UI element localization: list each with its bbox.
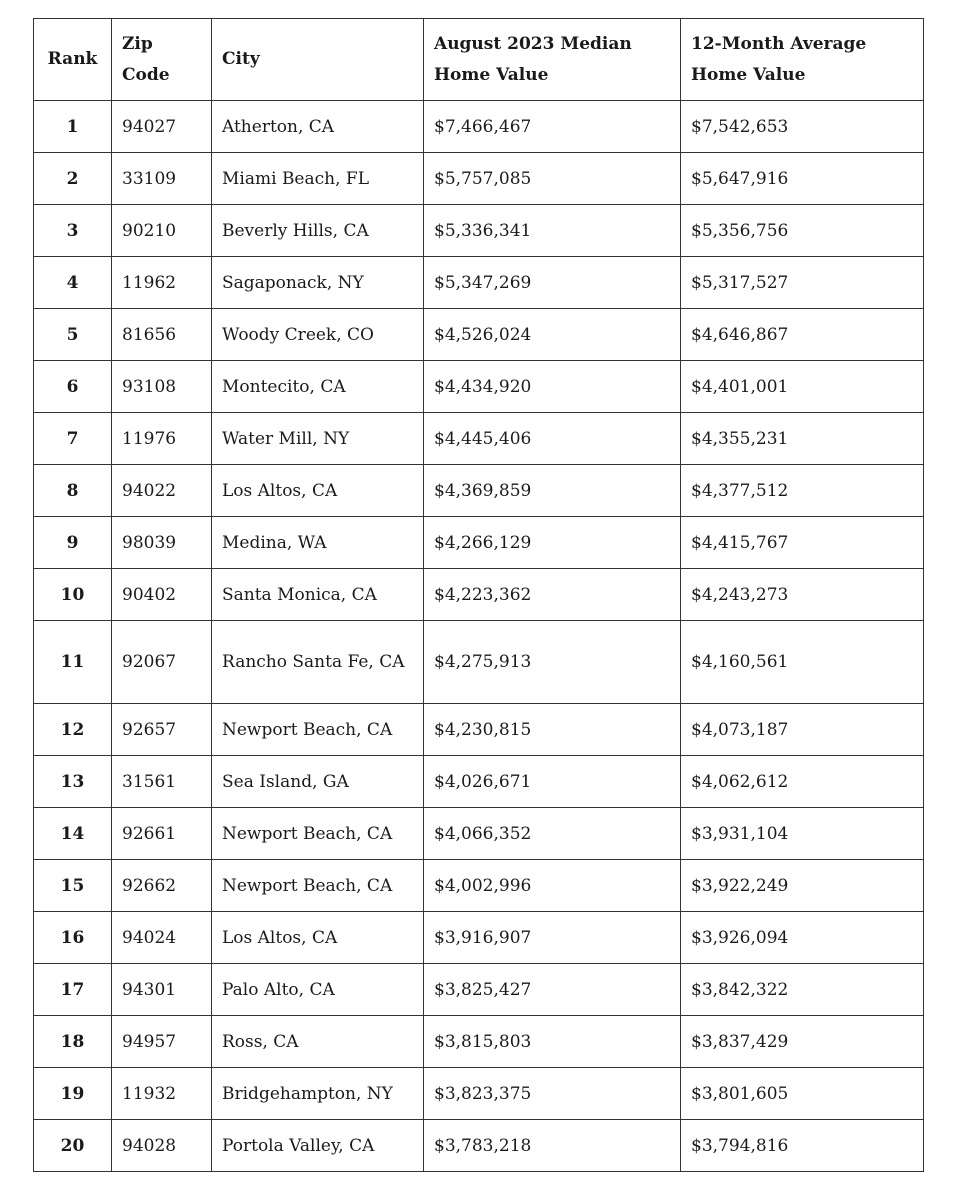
table-row — [34, 808, 924, 860]
cell-average-home-value: $3,794,816 — [681, 1120, 924, 1172]
cell-median-home-value: $3,916,907 — [424, 912, 681, 964]
cell-city: Sea Island, GA — [212, 756, 424, 808]
table-row — [34, 309, 924, 361]
cell-median-home-value: $5,347,269 — [424, 257, 681, 309]
cell-city: Sagaponack, NY — [212, 257, 424, 309]
cell-rank: 16 — [34, 912, 112, 964]
cell-city: Woody Creek, CO — [212, 309, 424, 361]
cell-rank: 15 — [34, 860, 112, 912]
cell-average-home-value: $4,415,767 — [681, 517, 924, 569]
cell-zip-code: 92067 — [112, 621, 212, 704]
cell-city: Newport Beach, CA — [212, 808, 424, 860]
cell-average-home-value: $4,377,512 — [681, 465, 924, 517]
cell-median-home-value: $4,434,920 — [424, 361, 681, 413]
cell-median-home-value: $3,783,218 — [424, 1120, 681, 1172]
cell-median-home-value: $7,466,467 — [424, 101, 681, 153]
cell-median-home-value: $5,336,341 — [424, 205, 681, 257]
cell-rank: 19 — [34, 1068, 112, 1120]
table-row — [34, 101, 924, 153]
cell-median-home-value: $4,066,352 — [424, 808, 681, 860]
cell-zip-code: 94024 — [112, 912, 212, 964]
cell-city: Palo Alto, CA — [212, 964, 424, 1016]
cell-average-home-value: $3,922,249 — [681, 860, 924, 912]
cell-zip-code: 11962 — [112, 257, 212, 309]
cell-rank: 7 — [34, 413, 112, 465]
cell-median-home-value: $5,757,085 — [424, 153, 681, 205]
cell-city: Water Mill, NY — [212, 413, 424, 465]
cell-zip-code: 81656 — [112, 309, 212, 361]
table-row — [34, 361, 924, 413]
header-rank: Rank — [34, 19, 112, 101]
cell-city: Ross, CA — [212, 1016, 424, 1068]
table-row — [34, 257, 924, 309]
cell-median-home-value: $4,002,996 — [424, 860, 681, 912]
cell-average-home-value: $4,243,273 — [681, 569, 924, 621]
table-row — [34, 704, 924, 756]
cell-average-home-value: $5,356,756 — [681, 205, 924, 257]
cell-zip-code: 98039 — [112, 517, 212, 569]
cell-median-home-value: $4,223,362 — [424, 569, 681, 621]
cell-city: Los Altos, CA — [212, 465, 424, 517]
cell-zip-code: 11932 — [112, 1068, 212, 1120]
cell-average-home-value: $4,355,231 — [681, 413, 924, 465]
cell-rank: 6 — [34, 361, 112, 413]
cell-city: Bridgehampton, NY — [212, 1068, 424, 1120]
cell-city: Newport Beach, CA — [212, 860, 424, 912]
cell-median-home-value: $4,369,859 — [424, 465, 681, 517]
cell-city: Beverly Hills, CA — [212, 205, 424, 257]
table-row — [34, 517, 924, 569]
table-row — [34, 205, 924, 257]
header-row — [34, 19, 924, 101]
cell-city: Newport Beach, CA — [212, 704, 424, 756]
header-median-home-value: August 2023 Median Home Value — [424, 19, 681, 101]
cell-average-home-value: $4,073,187 — [681, 704, 924, 756]
cell-rank: 9 — [34, 517, 112, 569]
cell-median-home-value: $4,445,406 — [424, 413, 681, 465]
table-row — [34, 756, 924, 808]
cell-zip-code: 92657 — [112, 704, 212, 756]
cell-average-home-value: $3,837,429 — [681, 1016, 924, 1068]
cell-zip-code: 31561 — [112, 756, 212, 808]
table-row — [34, 1016, 924, 1068]
cell-zip-code: 94301 — [112, 964, 212, 1016]
cell-median-home-value: $4,275,913 — [424, 621, 681, 704]
table-row — [34, 465, 924, 517]
cell-rank: 3 — [34, 205, 112, 257]
cell-rank: 17 — [34, 964, 112, 1016]
cell-average-home-value: $3,931,104 — [681, 808, 924, 860]
table-row — [34, 413, 924, 465]
cell-average-home-value: $7,542,653 — [681, 101, 924, 153]
cell-average-home-value: $4,401,001 — [681, 361, 924, 413]
table-row — [34, 1120, 924, 1172]
table-header — [34, 19, 924, 101]
cell-average-home-value: $3,842,322 — [681, 964, 924, 1016]
cell-rank: 1 — [34, 101, 112, 153]
cell-zip-code: 94957 — [112, 1016, 212, 1068]
home-values-table — [33, 18, 924, 1172]
header-average-home-value: 12-Month Average Home Value — [681, 19, 924, 101]
header-city: City — [212, 19, 424, 101]
header-zip-code: Zip Code — [112, 19, 212, 101]
cell-average-home-value: $4,062,612 — [681, 756, 924, 808]
cell-rank: 8 — [34, 465, 112, 517]
table-row — [34, 1068, 924, 1120]
table-row — [34, 621, 924, 704]
cell-zip-code: 11976 — [112, 413, 212, 465]
cell-average-home-value: $3,801,605 — [681, 1068, 924, 1120]
cell-city: Portola Valley, CA — [212, 1120, 424, 1172]
cell-rank: 18 — [34, 1016, 112, 1068]
cell-average-home-value: $4,160,561 — [681, 621, 924, 704]
cell-city: Medina, WA — [212, 517, 424, 569]
cell-city: Miami Beach, FL — [212, 153, 424, 205]
cell-rank: 14 — [34, 808, 112, 860]
cell-median-home-value: $4,266,129 — [424, 517, 681, 569]
cell-median-home-value: $4,526,024 — [424, 309, 681, 361]
table-body — [34, 101, 924, 1172]
cell-city: Atherton, CA — [212, 101, 424, 153]
table-row — [34, 964, 924, 1016]
cell-median-home-value: $3,823,375 — [424, 1068, 681, 1120]
cell-rank: 4 — [34, 257, 112, 309]
cell-zip-code: 92661 — [112, 808, 212, 860]
cell-city: Rancho Santa Fe, CA — [212, 621, 424, 704]
cell-rank: 13 — [34, 756, 112, 808]
cell-rank: 2 — [34, 153, 112, 205]
cell-average-home-value: $4,646,867 — [681, 309, 924, 361]
cell-zip-code: 33109 — [112, 153, 212, 205]
cell-zip-code: 90210 — [112, 205, 212, 257]
cell-city: Montecito, CA — [212, 361, 424, 413]
cell-zip-code: 94022 — [112, 465, 212, 517]
cell-median-home-value: $4,026,671 — [424, 756, 681, 808]
cell-median-home-value: $3,825,427 — [424, 964, 681, 1016]
cell-zip-code: 93108 — [112, 361, 212, 413]
table-row — [34, 860, 924, 912]
cell-zip-code: 94027 — [112, 101, 212, 153]
cell-city: Santa Monica, CA — [212, 569, 424, 621]
table-row — [34, 569, 924, 621]
cell-rank: 10 — [34, 569, 112, 621]
table-row — [34, 912, 924, 964]
cell-rank: 12 — [34, 704, 112, 756]
cell-zip-code: 94028 — [112, 1120, 212, 1172]
cell-rank: 11 — [34, 621, 112, 704]
cell-zip-code: 90402 — [112, 569, 212, 621]
cell-rank: 5 — [34, 309, 112, 361]
cell-average-home-value: $5,647,916 — [681, 153, 924, 205]
cell-average-home-value: $5,317,527 — [681, 257, 924, 309]
cell-rank: 20 — [34, 1120, 112, 1172]
cell-average-home-value: $3,926,094 — [681, 912, 924, 964]
cell-city: Los Altos, CA — [212, 912, 424, 964]
cell-median-home-value: $4,230,815 — [424, 704, 681, 756]
cell-median-home-value: $3,815,803 — [424, 1016, 681, 1068]
table-row — [34, 153, 924, 205]
cell-zip-code: 92662 — [112, 860, 212, 912]
